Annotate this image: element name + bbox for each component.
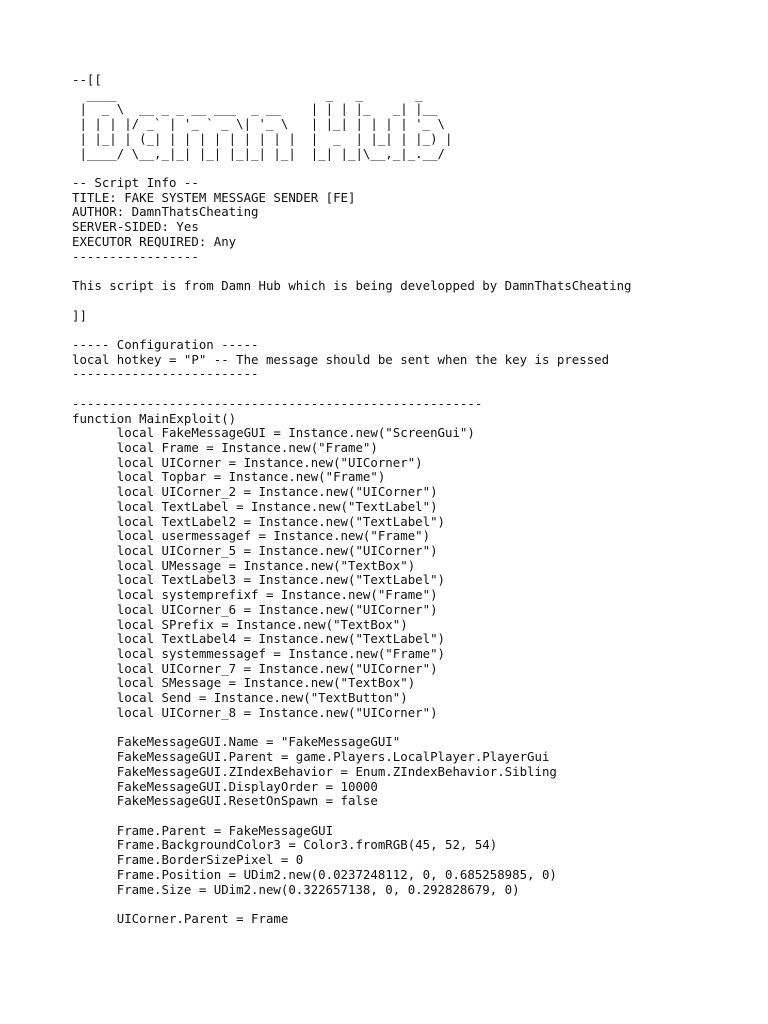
code-line: | _ \ __ _ _ __ ___ _ __ | | | |_ _| |__ — [72, 101, 453, 117]
code-line: ____ _ _ _ — [72, 86, 460, 102]
code-line — [72, 809, 752, 824]
code-line: AUTHOR: DamnThatsCheating — [72, 204, 259, 220]
code-line: local SMessage = Instance.new("TextBox") — [72, 675, 416, 691]
code-line: local Topbar = Instance.new("Frame") — [72, 469, 386, 485]
code-line: ]] — [72, 307, 87, 323]
code-block — [72, 73, 752, 927]
code-line: local systemmessagef = Instance.new("Frame") — [72, 646, 445, 662]
code-line: local usermessagef = Instance.new("Frame") — [72, 528, 431, 544]
code-line: ----------------- — [72, 248, 199, 264]
code-line: local TextLabel4 = Instance.new("TextLabel") — [72, 631, 445, 647]
code-line — [72, 323, 752, 338]
code-line: FakeMessageGUI.Name = "FakeMessageGUI" — [72, 734, 401, 750]
code-line — [72, 161, 752, 176]
code-line: ----- Configuration ----- — [72, 336, 259, 352]
code-line: TITLE: FAKE SYSTEM MESSAGE SENDER [FE] — [72, 189, 356, 205]
code-line: EXECUTOR REQUIRED: Any — [72, 233, 237, 249]
code-line: local TextLabel = Instance.new("TextLabel") — [72, 498, 438, 514]
code-line: local hotkey = "P" -- The message should be sent when the key is pressed — [72, 351, 610, 367]
code-line: FakeMessageGUI.ResetOnSpawn = false — [72, 793, 378, 809]
code-line: local FakeMessageGUI = Instance.new("ScreenGui") — [72, 425, 475, 441]
code-line: local UICorner_8 = Instance.new("UICorner") — [72, 704, 438, 720]
code-line: Frame.Position = UDim2.new(0.0237248112, 0, 0.685258985, 0) — [72, 866, 557, 882]
code-line: local Frame = Instance.new("Frame") — [72, 439, 378, 455]
code-line: Frame.BorderSizePixel = 0 — [72, 852, 304, 868]
code-line: local TextLabel2 = Instance.new("TextLabel") — [72, 513, 445, 529]
code-line: Frame.BackgroundColor3 = Color3.fromRGB(45, 52, 54) — [72, 837, 498, 853]
code-line: local Send = Instance.new("TextButton") — [72, 690, 408, 706]
code-line: local systemprefixf = Instance.new("Frame") — [72, 587, 438, 603]
code-line: ------------------------------------------------------- — [72, 395, 483, 411]
code-line: | | | |/ _` | '_ ` _ \| '_ \ | |_| | | | | '_ \ — [72, 116, 453, 132]
code-line: Frame.Parent = FakeMessageGUI — [72, 822, 334, 838]
code-line: |____/ \__,_|_| |_| |_|_| |_| |_| |_|\__,_|_.__/ — [72, 145, 453, 161]
code-line — [72, 897, 752, 912]
code-line: local SPrefix = Instance.new("TextBox") — [72, 616, 408, 632]
code-line: SERVER-SIDED: Yes — [72, 219, 199, 235]
code-line: | |_| | (_| | | | | | | | | | | _ | |_| | |_) | — [72, 130, 453, 146]
code-line: local UMessage = Instance.new("TextBox") — [72, 557, 416, 573]
code-line: FakeMessageGUI.DisplayOrder = 10000 — [72, 778, 378, 794]
code-line: --[[ — [72, 73, 102, 87]
document-page — [72, 73, 752, 927]
code-line: local UICorner = Instance.new("UICorner") — [72, 454, 423, 470]
code-line: ------------------------- — [72, 366, 259, 382]
code-line — [72, 382, 752, 397]
code-line — [72, 264, 752, 279]
code-line: This script is from Damn Hub which is being developped by DamnThatsCheating — [72, 278, 632, 294]
code-line: FakeMessageGUI.ZIndexBehavior = Enum.ZIndexBehavior.Sibling — [72, 763, 557, 779]
code-line — [72, 294, 752, 309]
code-line: local UICorner_2 = Instance.new("UICorner") — [72, 484, 438, 500]
code-line: local UICorner_7 = Instance.new("UICorner") — [72, 660, 438, 676]
code-line: local TextLabel3 = Instance.new("TextLabel") — [72, 572, 445, 588]
code-line — [72, 721, 752, 736]
code-line: UICorner.Parent = Frame — [72, 910, 289, 926]
code-line: local UICorner_5 = Instance.new("UICorner") — [72, 543, 438, 558]
code-line: local UICorner_6 = Instance.new("UICorner") — [72, 601, 438, 617]
code-line: function MainExploit() — [72, 410, 237, 426]
code-line: FakeMessageGUI.Parent = game.Players.LocalPlayer.PlayerGui — [72, 749, 550, 765]
code-line: Frame.Size = UDim2.new(0.322657138, 0, 0.292828679, 0) — [72, 881, 520, 897]
code-line: -- Script Info -- — [72, 175, 199, 191]
